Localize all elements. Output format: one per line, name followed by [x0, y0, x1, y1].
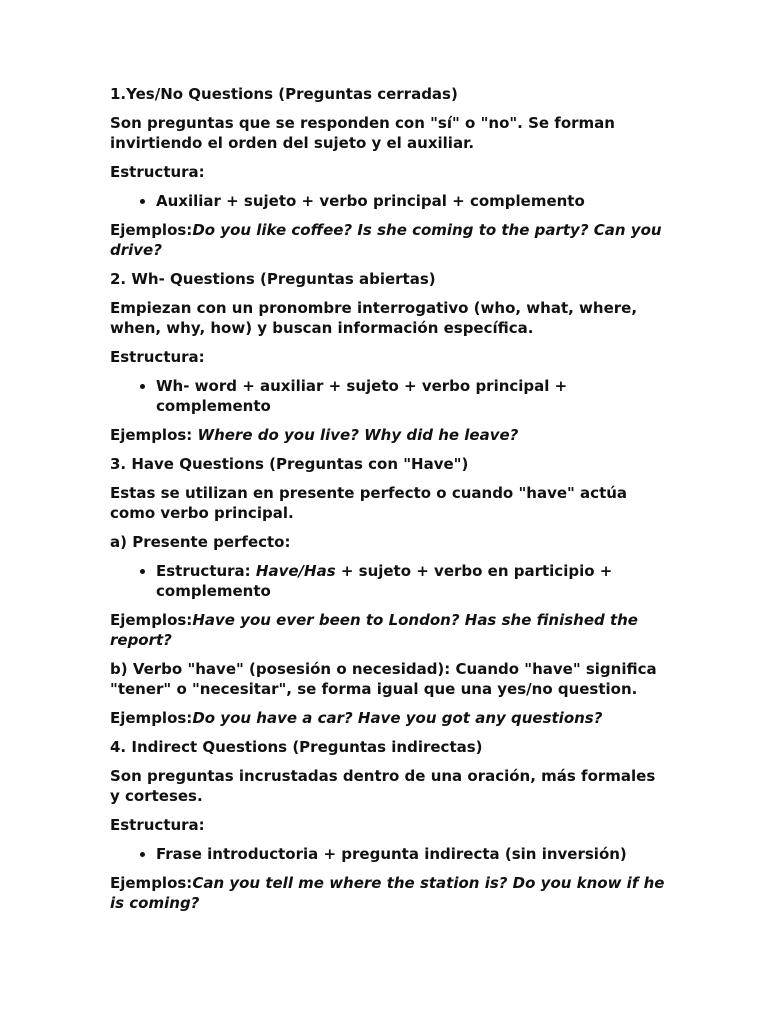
examples-label: Ejemplos: — [110, 426, 198, 444]
structure-list — [110, 191, 670, 211]
structure-item — [156, 561, 670, 601]
examples-label: Ejemplos: — [110, 709, 193, 727]
structure-item: • Auxiliar + sujeto + verbo principal + complemento — [156, 191, 670, 211]
document-page — [110, 84, 670, 922]
structure-suffix: + sujeto + verbo en participio + complemento — [156, 562, 618, 600]
examples-label: Ejemplos: — [110, 611, 193, 629]
examples-text: Can you tell me where the station is? Do you know if he is coming? — [110, 874, 665, 912]
structure-italic: Have/Has — [255, 562, 336, 580]
structure-list — [110, 844, 670, 864]
examples-paragraph — [110, 220, 670, 260]
section-description: Son preguntas incrustadas dentro de una oración, más formales y corteses. — [110, 767, 656, 805]
examples-paragraph — [110, 425, 670, 445]
structure-list — [110, 561, 670, 601]
examples-paragraph — [110, 873, 670, 913]
examples-text: Have you ever been to London? Has she finished the report? — [110, 611, 638, 649]
structure-list — [110, 376, 670, 416]
structure-prefix: Estructura: — [156, 562, 256, 580]
examples-text: Do you like coffee? Is she coming to the party? Can you drive? — [110, 221, 662, 259]
section-description: Estas se utilizan en presente perfecto o cuando "have" actúa como verbo principal. — [110, 484, 628, 522]
section-heading-indirect: 4. Indirect Questions (Preguntas indirectas) — [110, 738, 483, 756]
structure-label: Estructura: — [110, 816, 205, 834]
structure-item: • Wh- word + auxiliar + sujeto + verbo principal + complemento — [156, 376, 670, 416]
structure-item: • Frase introductoria + pregunta indirecta (sin inversión) — [156, 844, 670, 864]
examples-paragraph — [110, 610, 670, 650]
structure-label: Estructura: — [110, 348, 205, 366]
examples-text: Do you have a car? Have you got any questions? — [192, 709, 603, 727]
examples-paragraph — [110, 708, 670, 728]
section-description: Son preguntas que se responden con "sí" o "no". Se forman invirtiendo el orden del sujeto y el auxiliar. — [110, 114, 615, 152]
examples-label: Ejemplos: — [110, 874, 193, 892]
section-heading-wh: 2. Wh- Questions (Preguntas abiertas) — [110, 270, 436, 288]
subsection-a-label: a) Presente perfecto: — [110, 533, 291, 551]
section-description: Empiezan con un pronombre interrogativo (who, what, where, when, why, how) y buscan información específica. — [110, 299, 638, 337]
subsection-b-text: b) Verbo "have" (posesión o necesidad): Cuando "have" significa "tener" o "necesitar", se forma igual que una yes/no question. — [110, 660, 657, 698]
examples-label: Ejemplos: — [110, 221, 193, 239]
section-heading-have: 3. Have Questions (Preguntas con "Have") — [110, 455, 469, 473]
structure-label: Estructura: — [110, 163, 205, 181]
examples-text: Where do you live? Why did he leave? — [197, 426, 519, 444]
section-heading-yes-no: 1.Yes/No Questions (Preguntas cerradas) — [110, 85, 458, 103]
